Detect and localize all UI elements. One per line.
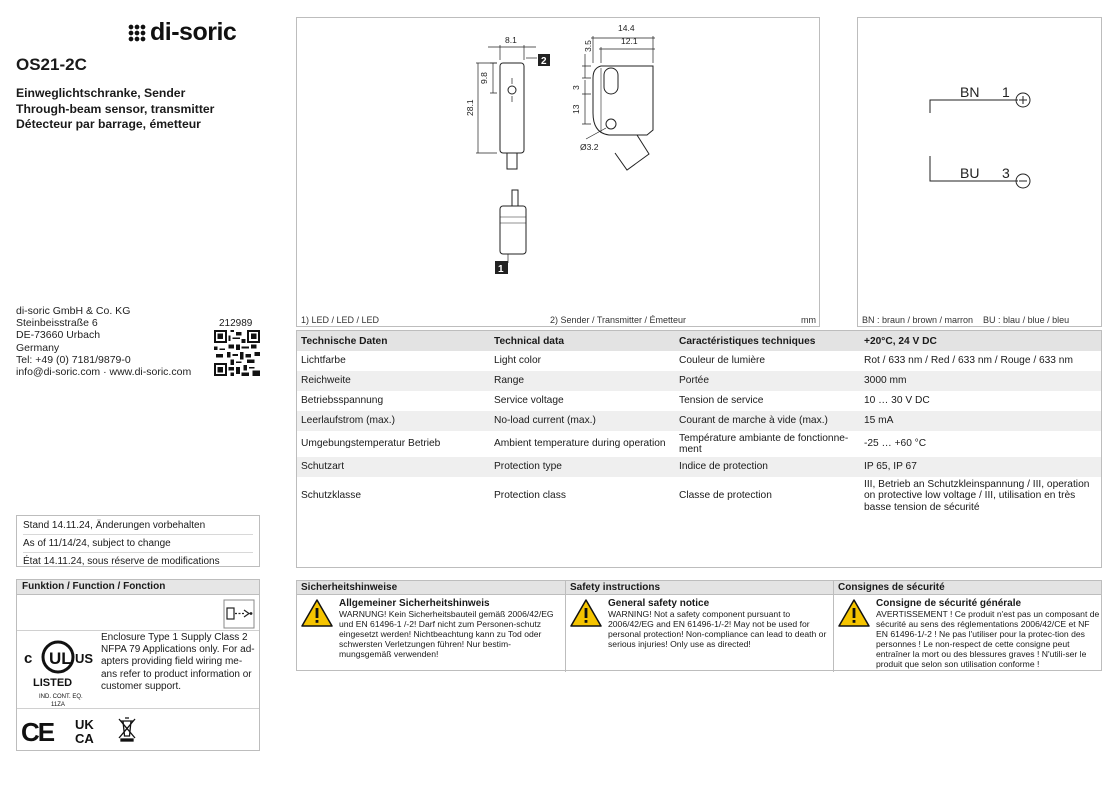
- header-de: Technische Daten: [297, 331, 490, 351]
- cell: Betriebsspannung: [301, 395, 384, 407]
- cell: Protection class: [494, 490, 566, 502]
- caption-transmitter: 2) Sender / Transmitter / Émetteur: [550, 315, 687, 325]
- front-cable: [507, 153, 517, 169]
- label-2: 2: [541, 56, 547, 67]
- label-1: 1: [498, 264, 504, 275]
- bu-label: BU: [960, 165, 980, 181]
- header-fr: Caractéristiques techniques: [675, 331, 860, 351]
- bn-label: BN: [960, 84, 980, 100]
- logo-grid-icon: [128, 24, 146, 42]
- cell: Light color: [494, 355, 542, 367]
- bottom-cable: [512, 190, 518, 206]
- side-cable: [615, 135, 649, 170]
- safety-title-fr: Consigne de sécurité générale: [876, 598, 1022, 609]
- safety-header-en: Safety instructions: [566, 581, 833, 595]
- table-row: [297, 411, 1101, 431]
- title-fr: Détecteur par barrage, émetteur: [16, 117, 201, 131]
- ul-ind-text: IND. CONT. EQ.: [39, 694, 83, 700]
- safety-text-de: WARNUNG! Kein Sicherheitsbauteil gemäß 2006/42/EG und EN 61496-1 /-2! Darf nicht zum Personen-schutz eingesetzt werden! Nichtbeachtung kann zu Tod oder schwersten Verletzungen führen! Nur bestim-mungsgemäß verwenden!: [339, 609, 554, 659]
- qr-code-icon[interactable]: [214, 330, 260, 376]
- side-housing: [593, 66, 653, 135]
- cell: Range: [490, 371, 675, 391]
- safety-header-fr: Consignes de sécurité: [834, 581, 1101, 595]
- weee-bin-icon: [119, 718, 135, 741]
- title-de: Einweglichtschranke, Sender: [16, 86, 186, 100]
- cell: Classe de protection: [679, 490, 772, 502]
- cell: 3000 mm: [860, 371, 1101, 391]
- table-row: [297, 431, 1101, 457]
- safety-col-en: [566, 581, 834, 672]
- cell: Schutzart: [297, 457, 490, 477]
- cell: Tension de service: [679, 395, 764, 407]
- ul-listed-logo: [21, 632, 95, 710]
- revision-notice: [16, 515, 260, 567]
- table-row: [297, 477, 1101, 515]
- title-en: Through-beam sensor, transmitter: [16, 101, 215, 116]
- bn-pin: 1: [1002, 84, 1010, 100]
- cell: -25 … +60 °C: [864, 438, 927, 450]
- cell: No-load current (max.): [490, 411, 675, 431]
- model-title: OS21-2C: [16, 55, 87, 74]
- safety-title-en: General safety notice: [608, 598, 710, 609]
- header-en: Technical data: [490, 331, 675, 351]
- table-header-row: [297, 331, 1101, 351]
- ul-listed-text: LISTED: [33, 677, 73, 689]
- ul-code-text: 11ZA: [51, 702, 65, 708]
- cell: Température ambiante de fonctionne-ment: [679, 432, 849, 455]
- front-housing: [500, 63, 524, 153]
- cell: Protection type: [490, 457, 675, 477]
- cell: Indice de protection: [675, 457, 860, 477]
- wiring-caption: BN : braun / brown / marron BU : blau / blue / bleu: [862, 315, 1070, 325]
- cell: Schutzklasse: [301, 490, 362, 502]
- cell: Lichtfarbe: [301, 355, 346, 367]
- stand-en: As of 11/14/24, subject to change: [23, 535, 253, 553]
- dim-3-5: 3.5: [583, 40, 593, 52]
- company-street: Steinbeisstraße 6: [16, 317, 98, 330]
- header-condition: +20°C, 24 V DC: [860, 331, 1101, 351]
- cell: Rot / 633 nm / Red / 633 nm / Rouge / 633 nm: [864, 355, 1073, 367]
- bottom-housing: [500, 206, 526, 254]
- dim-8-1: 8.1: [505, 35, 517, 45]
- product-titles: [16, 86, 214, 133]
- bu-pin: 3: [1002, 165, 1010, 181]
- ul-c-text: c: [24, 650, 33, 667]
- svg-text:UL: UL: [49, 649, 72, 668]
- cell: Portée: [675, 371, 860, 391]
- safety-title-de: Allgemeiner Sicherheitshinweis: [339, 598, 490, 609]
- function-header: Funktion / Function / Fonction: [17, 580, 259, 595]
- company-city: DE-73660 Urbach: [16, 329, 101, 342]
- cell: Couleur de lumière: [679, 355, 766, 367]
- company-phone: Tel: +49 (0) 7181/9879-0: [16, 353, 131, 366]
- transmitter-symbol-icon: [223, 599, 255, 629]
- cell: Leerlaufstrom (max.): [297, 411, 490, 431]
- company-country: Germany: [16, 341, 60, 354]
- cell: Ambient temperature during operation: [494, 438, 666, 450]
- dim-13: 13: [571, 104, 581, 114]
- warning-icon: [838, 599, 870, 627]
- cell: IP 65, IP 67: [860, 457, 1101, 477]
- function-box: [16, 579, 260, 751]
- cell: 15 mA: [860, 411, 1101, 431]
- dim-14-4: 14.4: [618, 23, 635, 33]
- company-web[interactable]: info@di-soric.com · www.di-soric.com: [16, 366, 192, 379]
- wiring-diagram: [857, 17, 1102, 327]
- table-row: [297, 351, 1101, 371]
- table-row: [297, 371, 1101, 391]
- cell: 10 … 30 V DC: [864, 395, 930, 407]
- company-address: [16, 305, 191, 378]
- ukca-uk: UK: [75, 717, 94, 732]
- function-divider: [17, 630, 259, 631]
- cell: Reichweite: [297, 371, 490, 391]
- dim-12-1: 12.1: [621, 36, 638, 46]
- drawing-svg: [297, 18, 819, 310]
- ul-us-text: US: [75, 651, 94, 666]
- dim-28-1: 28.1: [465, 99, 475, 116]
- safety-col-de: [297, 581, 566, 672]
- ukca-ca: CA: [75, 731, 94, 746]
- brand-logo: [128, 18, 236, 47]
- ul-description: Enclosure Type 1 Supply Class 2 NFPA 79 Applications only. For ad-apters providing field wiring me-ans refer to product information or customer support.: [101, 632, 255, 692]
- cell: Umgebungstemperatur Betrieb: [301, 438, 441, 450]
- safety-text-en: WARNING! Not a safety component pursuant to 2006/42/EG and EN 61496-1/-2! May not be used for personal protection! Non-compliance can lead to death or serious injuries! Only use as directed!: [608, 609, 827, 649]
- dimension-drawing: [296, 17, 820, 327]
- brand-name: di-soric: [150, 18, 237, 46]
- ce-mark: CE: [21, 717, 54, 747]
- safety-instructions: [296, 580, 1102, 671]
- warning-icon: [570, 599, 602, 627]
- dim-3: 3: [571, 85, 581, 90]
- table-row: [297, 457, 1101, 477]
- dim-3-2: Ø3.2: [580, 142, 599, 152]
- article-number: 212989: [219, 318, 253, 329]
- caption-unit: mm: [801, 315, 816, 325]
- table-row: [297, 391, 1101, 411]
- function-divider-2: [17, 708, 259, 709]
- dim-9-8: 9.8: [479, 72, 489, 84]
- certification-marks: [21, 714, 141, 748]
- cell: Service voltage: [494, 395, 564, 407]
- company-name: di-soric GmbH & Co. KG: [16, 305, 131, 317]
- safety-text-fr: AVERTISSEMENT ! Ce produit n'est pas un composant de sécurité au sens des réglementations 2006/42/CE et NF EN 61496-1/-2 ! Ne pas l'utiliser pour la protec-tion des personnes ! Le non-respect de cette consigne peut entraîner la mort ou des blessures graves ! N'utili-ser le produit que selon son utilisation conforme !: [876, 609, 1100, 669]
- technical-data-table: [296, 330, 1102, 568]
- cell: Courant de marche à vide (max.): [675, 411, 860, 431]
- wiring-svg: [858, 18, 1101, 310]
- warning-icon: [301, 599, 333, 627]
- safety-col-fr: [834, 581, 1101, 672]
- stand-fr: État 14.11.24, sous réserve de modifications: [23, 556, 220, 567]
- caption-led: 1) LED / LED / LED: [301, 315, 380, 325]
- safety-header-de: Sicherheitshinweise: [297, 581, 565, 595]
- stand-de: Stand 14.11.24, Änderungen vorbehalten: [23, 517, 253, 535]
- bn-wire: [930, 100, 1018, 113]
- cell: III, Betrieb an Schutzkleinspannung / III, operation on protective low voltage / III, utilisation en très basse tension de sécurité: [864, 478, 1090, 513]
